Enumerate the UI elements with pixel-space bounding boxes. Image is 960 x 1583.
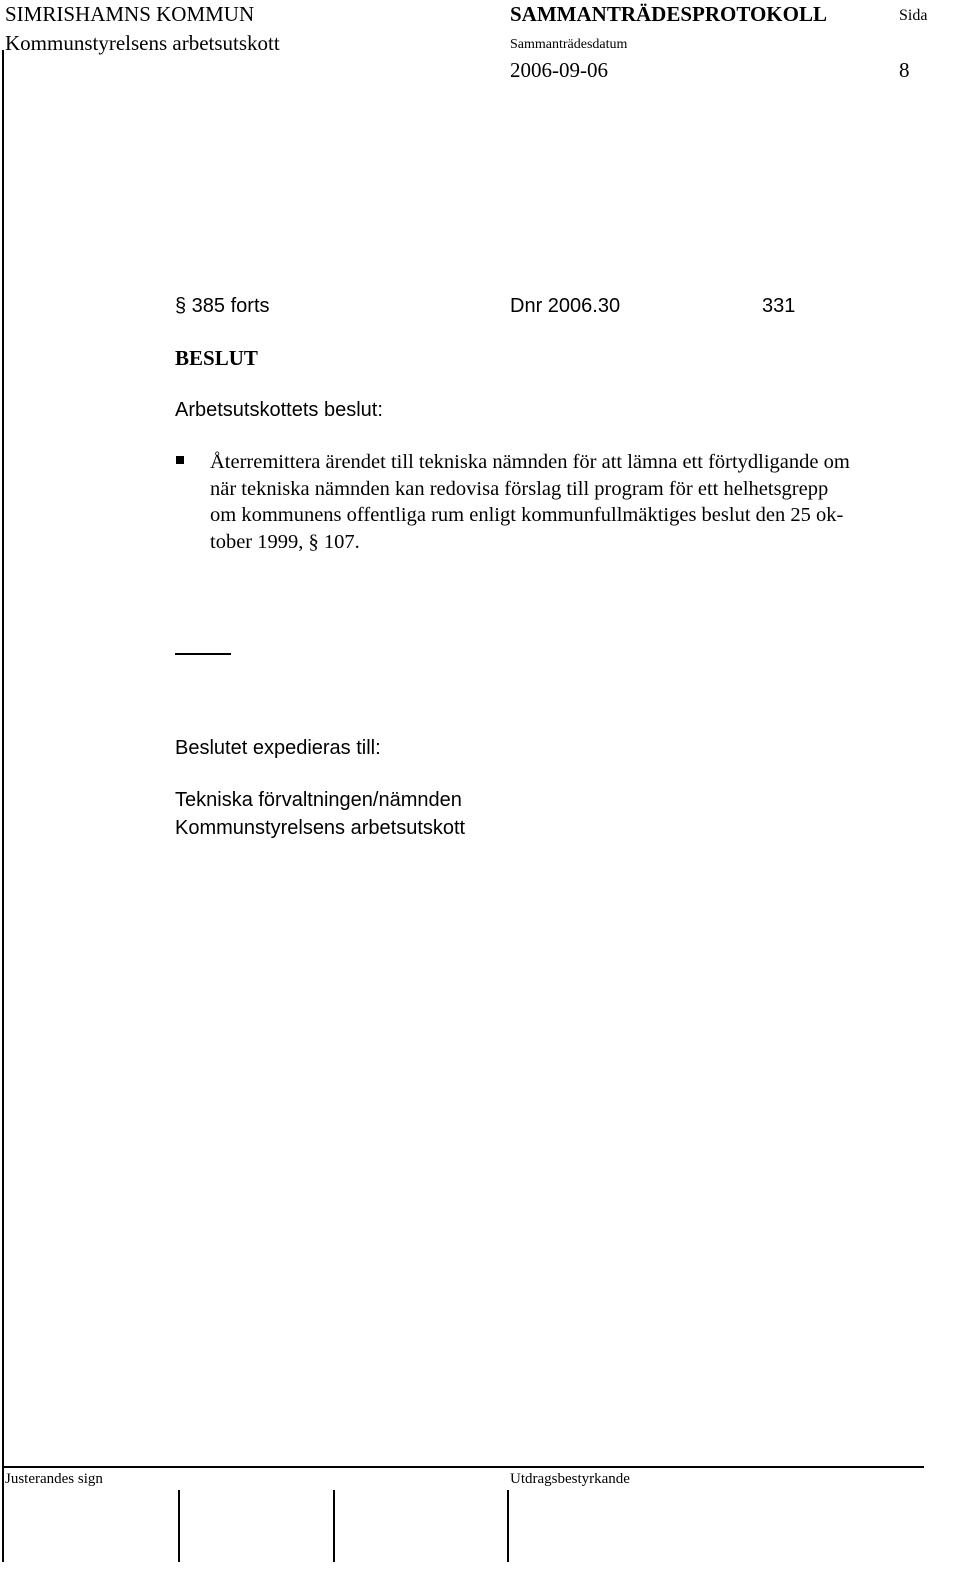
municipality-name: SIMRISHAMNS KOMMUN xyxy=(5,2,255,26)
decision-text xyxy=(210,449,954,555)
paragraph-reference: § 385 forts xyxy=(175,295,270,317)
protocol-title: SAMMANTRÄDESPROTOKOLL xyxy=(510,2,827,26)
distribution-label: Beslutet expedieras till: xyxy=(175,737,381,759)
footer-rule xyxy=(2,1466,924,1468)
signature-box-line xyxy=(178,1490,180,1562)
decision-line: Återremittera ärendet till tekniska nämnden för att lämna ett förtydligande om xyxy=(210,451,850,473)
recipient-item: Tekniska förvaltningen/nämnden xyxy=(175,789,462,811)
page-number: 8 xyxy=(899,58,910,82)
footer-signature-label: Justerandes sign xyxy=(5,1471,103,1487)
case-code: 331 xyxy=(762,295,796,317)
meeting-date: 2006-09-06 xyxy=(510,58,608,82)
dnr-number: Dnr 2006.30 xyxy=(510,295,621,317)
date-label: Sammanträdesdatum xyxy=(510,37,628,52)
certification-box-line xyxy=(507,1490,509,1562)
page-label: Sida xyxy=(899,7,928,24)
left-border-line xyxy=(2,50,4,1562)
decision-line: om kommunens offentliga rum enligt kommunfullmäktiges beslut den 25 ok- xyxy=(210,504,844,526)
decision-heading: BESLUT xyxy=(175,346,258,370)
separator-line xyxy=(175,653,231,655)
bullet-square-icon xyxy=(176,456,184,464)
committee-name: Kommunstyrelsens arbetsutskott xyxy=(5,31,280,55)
footer-certification-label: Utdragsbestyrkande xyxy=(510,1471,630,1487)
decision-line: tober 1999, § 107. xyxy=(210,530,360,553)
recipient-item: Kommunstyrelsens arbetsutskott xyxy=(175,817,466,839)
decision-subheading: Arbetsutskottets beslut: xyxy=(175,399,383,421)
decision-line: när tekniska nämnden kan redovisa förslag till program för ett helhetsgrepp xyxy=(210,477,829,500)
signature-box-line xyxy=(333,1490,335,1562)
